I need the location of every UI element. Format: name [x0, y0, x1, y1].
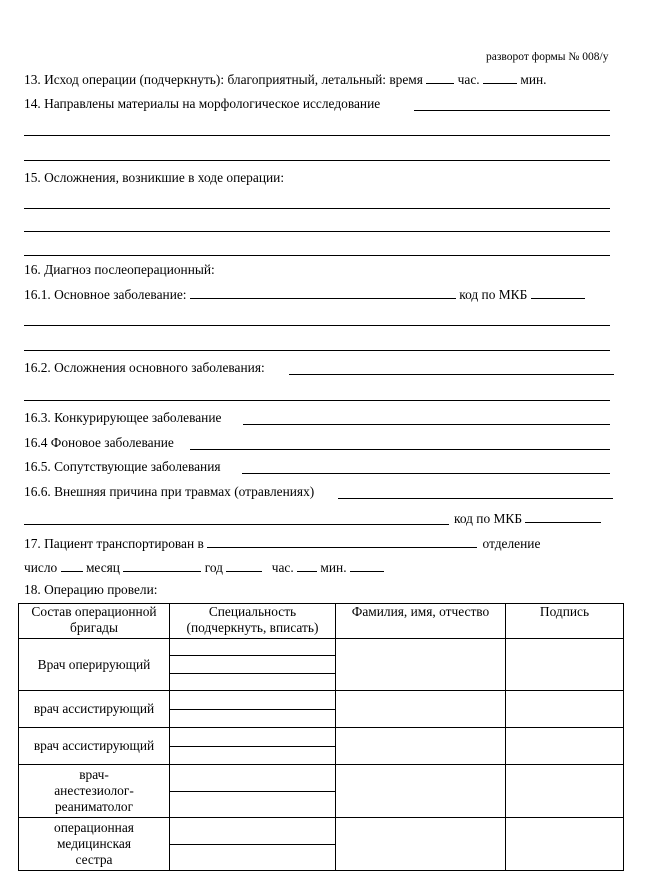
row-role-anesthesiologist: врач-анестезиолог-реаниматолог	[19, 765, 170, 818]
item-16-4-background	[24, 435, 174, 451]
table-header-row	[19, 604, 624, 639]
item-13-hour-label: час.	[457, 72, 480, 87]
item-17-min-label: мин.	[320, 560, 347, 575]
row-4-signature-field[interactable]	[506, 765, 624, 818]
header-full-name: Фамилия, имя, отчество	[336, 604, 506, 639]
row-5-signature-field[interactable]	[506, 818, 624, 871]
item-18-label: 18. Операцию провели:	[24, 582, 158, 597]
item-17-day-field[interactable]	[61, 559, 83, 572]
item-14-morphology	[24, 96, 380, 112]
item-16-5-field[interactable]	[242, 473, 610, 474]
row-4-name-field[interactable]	[336, 765, 506, 818]
item-16-6-external-cause	[24, 484, 314, 500]
row-role-scrub-nurse: операционная медицинская сестра	[19, 818, 170, 871]
item-17-year-label: год	[204, 560, 223, 575]
row-4-specialty-cell	[170, 765, 336, 818]
item-13-outcome	[24, 71, 547, 88]
row-2-specialty-line-2[interactable]	[170, 710, 335, 728]
form-reference: разворот формы № 008/у	[486, 51, 609, 63]
item-17-department-field[interactable]	[207, 535, 477, 548]
item-16-4-label: 16.4 Фоновое заболевание	[24, 435, 174, 450]
item-16-6-label: 16.6. Внешняя причина при травмах (отравлениях)	[24, 484, 315, 499]
row-1-specialty-line-3[interactable]	[170, 674, 335, 690]
item-13-time-hours-field[interactable]	[426, 71, 454, 84]
item-15-label: 15. Осложнения, возникшие в ходе операции:	[24, 170, 285, 185]
header-specialty: Специальность (подчеркнуть, вписать)	[170, 604, 336, 639]
row-3-signature-field[interactable]	[506, 728, 624, 765]
row-3-specialty-line-1[interactable]	[170, 728, 335, 747]
surgical-team-table	[18, 603, 624, 871]
row-1-name-field[interactable]	[336, 639, 506, 691]
item-17-day-label: число	[24, 560, 58, 575]
item-16-1-field-line-2[interactable]	[24, 325, 610, 326]
row-1-specialty-line-2[interactable]	[170, 656, 335, 673]
table-row-assistant-2	[19, 728, 624, 765]
item-16-2-label: 16.2. Осложнения основного заболевания:	[24, 360, 265, 375]
row-5-specialty-line-1[interactable]	[170, 818, 335, 845]
item-17-month-label: месяц	[85, 560, 120, 575]
item-16-1-mkb-field[interactable]	[531, 286, 585, 299]
item-16-1-mkb-label: код по МКБ	[459, 287, 528, 302]
row-role-assistant-2: врач ассистирующий	[19, 728, 170, 765]
row-5-specialty-line-2[interactable]	[170, 845, 335, 871]
row-2-name-field[interactable]	[336, 691, 506, 728]
item-14-field[interactable]	[414, 110, 610, 111]
item-16-1-field-line-3[interactable]	[24, 350, 610, 351]
item-16-6-field[interactable]	[338, 498, 613, 499]
item-17-year-field[interactable]	[226, 559, 262, 572]
row-1-specialty-line-1[interactable]	[170, 639, 335, 656]
item-17-label: 17. Пациент транспортирован в	[24, 536, 204, 551]
item-15-field-line-1[interactable]	[24, 208, 610, 209]
row-2-specialty-line-1[interactable]	[170, 691, 335, 710]
row-3-name-field[interactable]	[336, 728, 506, 765]
row-2-signature-field[interactable]	[506, 691, 624, 728]
item-16-1-field[interactable]	[190, 286, 456, 299]
item-16-label: 16. Диагноз послеоперационный:	[24, 262, 215, 277]
item-16-3-label: 16.3. Конкурирующее заболевание	[24, 410, 222, 425]
row-3-specialty-line-2[interactable]	[170, 747, 335, 765]
item-13-min-label: мин.	[520, 72, 547, 87]
item-17-month-field[interactable]	[123, 559, 201, 572]
item-16-5-label: 16.5. Сопутствующие заболевания	[24, 459, 221, 474]
row-5-name-field[interactable]	[336, 818, 506, 871]
row-3-specialty-cell	[170, 728, 336, 765]
item-16-2-field[interactable]	[289, 374, 614, 375]
item-17-min-field[interactable]	[350, 559, 384, 572]
item-16-6-mkb-label: код по МКБ	[454, 511, 523, 526]
item-16-6-field-line-2[interactable]	[24, 524, 449, 525]
table-row-operating-surgeon	[19, 639, 624, 691]
item-15-field-line-2[interactable]	[24, 231, 610, 232]
table-row-scrub-nurse	[19, 818, 624, 871]
item-17-datetime	[24, 559, 384, 576]
row-2-specialty-cell	[170, 691, 336, 728]
row-5-specialty-cell	[170, 818, 336, 871]
item-16-5-concomitant	[24, 459, 221, 475]
item-16-3-field[interactable]	[243, 424, 610, 425]
row-1-signature-field[interactable]	[506, 639, 624, 691]
item-16-6-mkb-field[interactable]	[525, 510, 601, 523]
item-16-2-field-line-2[interactable]	[24, 400, 610, 401]
item-15-field-line-3[interactable]	[24, 255, 610, 256]
item-13-time-minutes-field[interactable]	[483, 71, 517, 84]
row-1-specialty-cell	[170, 639, 336, 691]
item-17-department-label: отделение	[482, 536, 541, 551]
item-16-2-complications	[24, 360, 265, 376]
table-row-anesthesiologist	[19, 765, 624, 818]
row-role-assistant-1: врач ассистирующий	[19, 691, 170, 728]
item-16-1-label: 16.1. Основное заболевание:	[24, 287, 187, 302]
row-role-operating-surgeon: Врач оперирующий	[19, 639, 170, 691]
item-13-label: 13. Исход операции (подчеркнуть): благоприятный, летальный: время	[24, 72, 423, 87]
item-17-transported	[24, 535, 540, 552]
item-14-field-line-3[interactable]	[24, 160, 610, 161]
row-4-specialty-line-1[interactable]	[170, 765, 335, 792]
header-team-composition: Состав операционной бригады	[19, 604, 170, 639]
table-row-assistant-1	[19, 691, 624, 728]
item-16-4-field[interactable]	[190, 449, 610, 450]
header-signature: Подпись	[506, 604, 624, 639]
item-17-hour-label: час.	[271, 560, 294, 575]
item-16-1-main-disease	[24, 286, 585, 303]
item-17-hour-field[interactable]	[297, 559, 317, 572]
item-14-field-line-2[interactable]	[24, 135, 610, 136]
item-16-3-competing	[24, 410, 221, 426]
row-4-specialty-line-2[interactable]	[170, 792, 335, 818]
item-14-label: 14. Направлены материалы на морфологическое исследование	[24, 96, 381, 111]
item-16-6-mkb	[454, 510, 601, 527]
